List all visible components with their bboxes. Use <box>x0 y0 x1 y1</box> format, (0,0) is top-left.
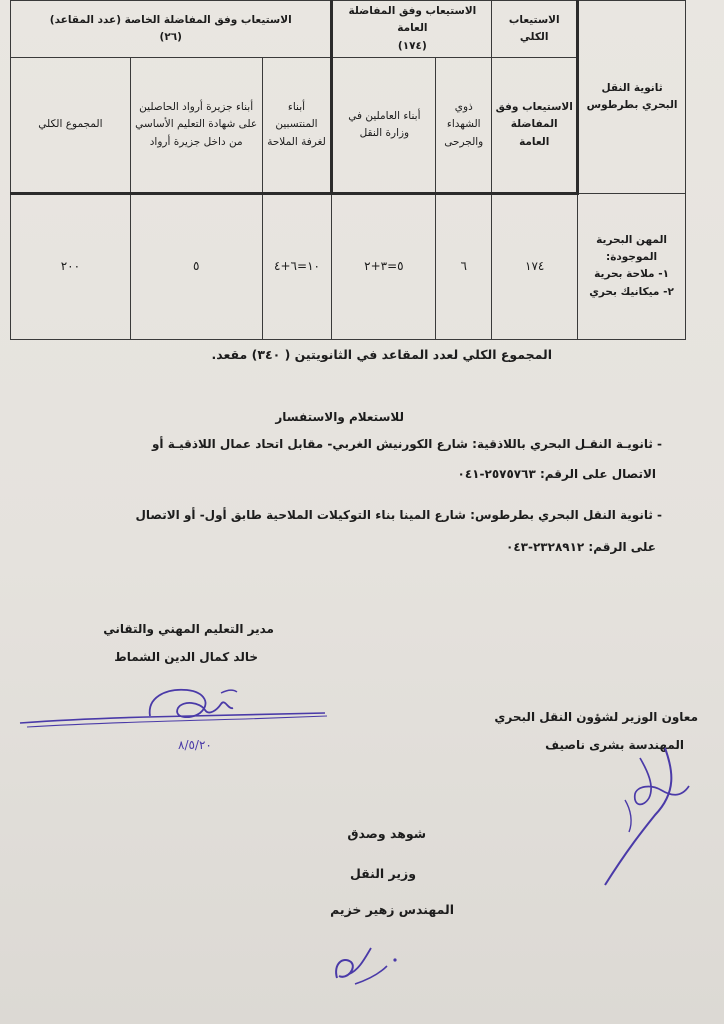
value-chamber <box>262 193 332 339</box>
value-ministry <box>332 193 436 339</box>
director-name: خالد كمال الدين الشماط <box>114 650 258 664</box>
value-ministry-text: ٥=٣+٢ <box>364 259 404 274</box>
minister-title: وزير النقل <box>349 866 416 881</box>
total-absorption-label: الاستيعاب الكلي <box>508 13 560 43</box>
total-seats-summary: المجموع الكلي لعدد المقاعد في الثانويتين ( ٣٤٠) مقعد. <box>211 347 552 362</box>
deputy-title: معاون الوزير لشؤون النقل البحري <box>494 710 698 724</box>
inquiry-tartus-line2: على الرقم: ٢٣٢٨٩١٢-٠٤٣ <box>506 540 656 554</box>
minister-signature-icon <box>325 940 405 990</box>
inquiry-latakia-line1: - ثانويـة النقـل البحري باللاذقية: شارع الكورنيش الغربي- مقابل اتحاد عمال اللاذقيـة أو <box>151 437 662 451</box>
seats-table <box>10 0 686 340</box>
professions-title: المهن البحرية الموجودة: <box>596 233 667 264</box>
special-merit-count: (٢٦) <box>159 30 182 43</box>
director-signature-icon <box>15 680 335 750</box>
col-total-label: المجموع الكلي <box>38 118 103 131</box>
general-merit-header <box>332 1 492 58</box>
profession-2: ٢- ميكانيك بحري <box>589 285 674 298</box>
inquiries-heading: للاستعلام والاستفسار <box>275 410 404 424</box>
value-martyrs <box>436 193 492 339</box>
value-chamber-text: ١٠=٦+٤ <box>274 259 320 274</box>
col-chamber-members-label: أبناء المنتسبين لغرفة الملاحة <box>267 100 326 148</box>
professions-cell <box>578 193 686 339</box>
col-ministry-workers-label: أبناء العاملين في وزارة النقل <box>348 109 421 139</box>
value-general <box>492 193 578 339</box>
col-total <box>11 57 131 193</box>
value-arwad-text: ٥ <box>192 259 200 274</box>
deputy-name: المهندسة بشرى ناصيف <box>545 738 684 752</box>
special-merit-label: الاستيعاب وفق المفاضلة الخاصة (عدد المقاعد) <box>49 13 292 26</box>
director-date: ٨/٥/٢٠ <box>178 738 212 752</box>
total-absorption-header <box>492 1 578 58</box>
school-name-cell <box>578 1 686 194</box>
inquiry-latakia-line2: الاتصال على الرقم: ٢٥٧٥٧٦٣-٠٤١ <box>457 467 656 481</box>
inquiry-tartus-line1: - ثانوية النقل البحري بطرطوس: شارع المينا بناء التوكيلات الملاحية طابق أول- أو الاتصال <box>135 508 662 522</box>
col-general-absorption <box>492 57 578 193</box>
deputy-signature-icon <box>595 740 705 890</box>
minister-name: المهندس زهير خزيم <box>330 902 454 917</box>
school-name: ثانوية النقل البحري بطرطوس <box>586 81 678 111</box>
col-arwad-label: أبناء جزيرة أرواد الحاصلين على شهادة التعليم الأساسي من داخل جزيرة أرواد <box>135 100 258 148</box>
general-merit-count: (١٧٤) <box>397 39 427 52</box>
profession-1: ١- ملاحة بحرية <box>594 268 669 281</box>
value-total-text: ٢٠٠ <box>60 259 81 274</box>
witness-title: شوهد وصدق <box>347 826 426 841</box>
director-title: مدير التعليم المهني والتقاني <box>103 622 274 636</box>
value-general-text: ١٧٤ <box>525 259 545 274</box>
col-martyrs <box>436 57 492 193</box>
value-arwad <box>130 193 262 339</box>
col-ministry-workers <box>332 57 436 193</box>
col-martyrs-label: ذوي الشهداء والجرحى <box>444 100 484 148</box>
general-merit-label: الاستيعاب وفق المفاضلة العامة <box>348 5 477 35</box>
col-arwad <box>130 57 262 193</box>
col-general-absorption-label: الاستيعاب وفق المفاضلة العامة <box>495 100 573 148</box>
value-total <box>11 193 131 339</box>
value-martyrs-text: ٦ <box>460 259 467 274</box>
col-chamber-members <box>262 57 332 193</box>
special-merit-header <box>11 1 332 58</box>
